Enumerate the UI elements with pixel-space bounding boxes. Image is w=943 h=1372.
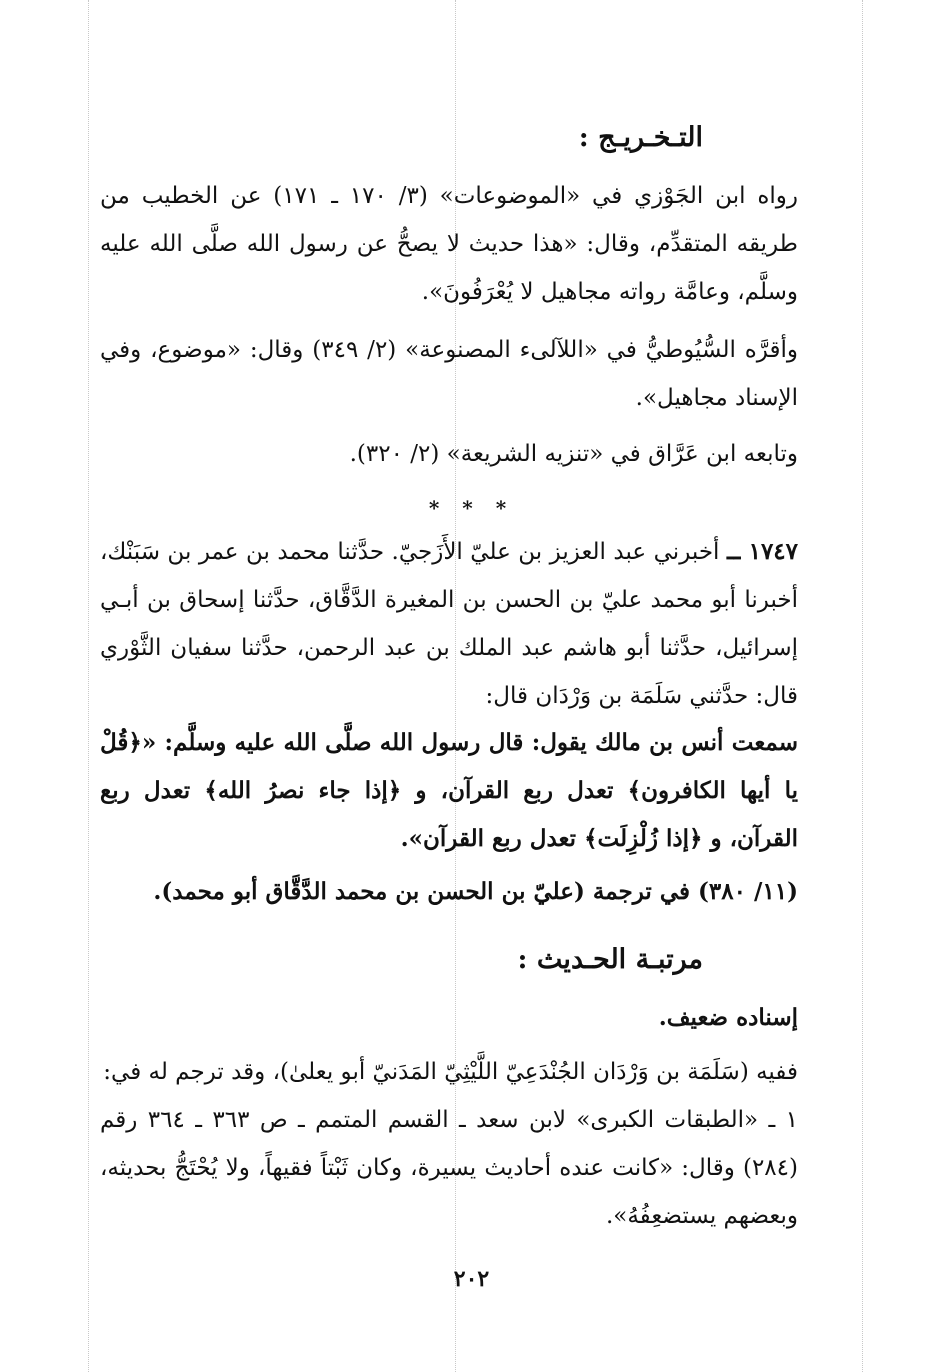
paragraph-ibn-jawzi xyxy=(100,172,848,316)
heading-takhrij: التـخـريـج : xyxy=(578,122,703,153)
paragraph-text: (١١/ ٣٨٠) في ترجمة (عليّ بن الحسن بن محمد الدَّقَّاق أبو محمد). xyxy=(153,878,798,905)
margin-guide-left xyxy=(88,0,89,1372)
paragraph-text xyxy=(100,528,848,720)
isnad-text: أخبرني عبد العزيز بن عليّ الأَزَجيّ. حدَّثنا محمد بن عمر بن سَبَنْك، أخبرنا أبو محمد عليّ بن الحسن بن المغيرة الدَّقَّاق، حدَّثنا إسحاق بن أبـي إسرائيل، حدَّثنا أبو هاشم عبد الملك بن عبد الرحمن، حدَّثنا سفيان الثَّوْري قال: حدَّثني سَلَمَة بن وَرْدَان قال: xyxy=(100,539,798,709)
source-reference xyxy=(100,868,848,916)
narrator-reference-1 xyxy=(100,1096,848,1240)
paragraph-ibn-arraq xyxy=(100,430,848,478)
margin-guide-right xyxy=(862,0,863,1372)
paragraph-text: رواه ابن الجَوْزي في «الموضوعات» (٣/ ١٧٠ ـ ١٧١) عن الخطيب من طريقه المتقدِّم، وقال: «هذا حديث لا يصحُّ عن رسول الله صلَّى الله عليه وسلَّم، وعامَّة رواته مجاهيل لا يُعْرَفُونَ». xyxy=(100,183,798,305)
paragraph-text: وأقرَّه السُّيُوطيُّ في «اللآلىء المصنوعة» (٢/ ٣٤٩) وقال: «موضوع، وفي الإسناد مجاهيل». xyxy=(100,337,798,411)
paragraph-text: ١ ـ «الطبقات الكبرى» لابن سعد ـ القسم المتمم ـ ص ٣٦٣ ـ ٣٦٤ رقم (٢٨٤) وقال: «كانت عنده أحاديث يسيرة، وكان ثَبْتاً فقيهاً، ولا يُحْتَجُّ بحديثه، وبعضهم يستضعِفُهُ». xyxy=(100,1107,798,1229)
paragraph-text: سمعت أنس بن مالك يقول: قال رسول الله صلَّى الله عليه وسلَّم: «﴿قُلْ يا أيها الكافرون﴾ تعدل ربع القرآن، و ﴿إذا جاء نصرُ الله﴾ تعدل ربع القرآن، و ﴿إذا زُلْزِلَت﴾ تعدل ربع القرآن». xyxy=(100,729,798,852)
paragraph-text: إسناده ضعيف. xyxy=(658,1004,798,1031)
narrator-intro xyxy=(100,1048,848,1096)
paragraph-suyuti xyxy=(100,326,848,422)
section-separator-stars: * * * xyxy=(428,496,515,520)
paragraph-text: وتابعه ابن عَرَّاق في «تنزيه الشريعة» (٢/ ٣٢٠). xyxy=(349,441,798,467)
page-number: ٢٠٢ xyxy=(453,1266,490,1292)
heading-rutbat-alhadith: مرتبـة الحـديث : xyxy=(517,944,703,975)
paragraph-text: ففيه (سَلَمَة بن وَرْدَان الجُنْدَعِيّ اللَّيْثِيّ المَدَنيّ أبو يعلىٰ)، وقد ترجم له في: xyxy=(103,1059,798,1085)
hadith-isnad xyxy=(100,528,848,720)
hadith-number: ١٧٤٧ ــ xyxy=(726,538,799,565)
grade-statement xyxy=(100,994,848,1042)
hadith-matn xyxy=(100,719,848,863)
